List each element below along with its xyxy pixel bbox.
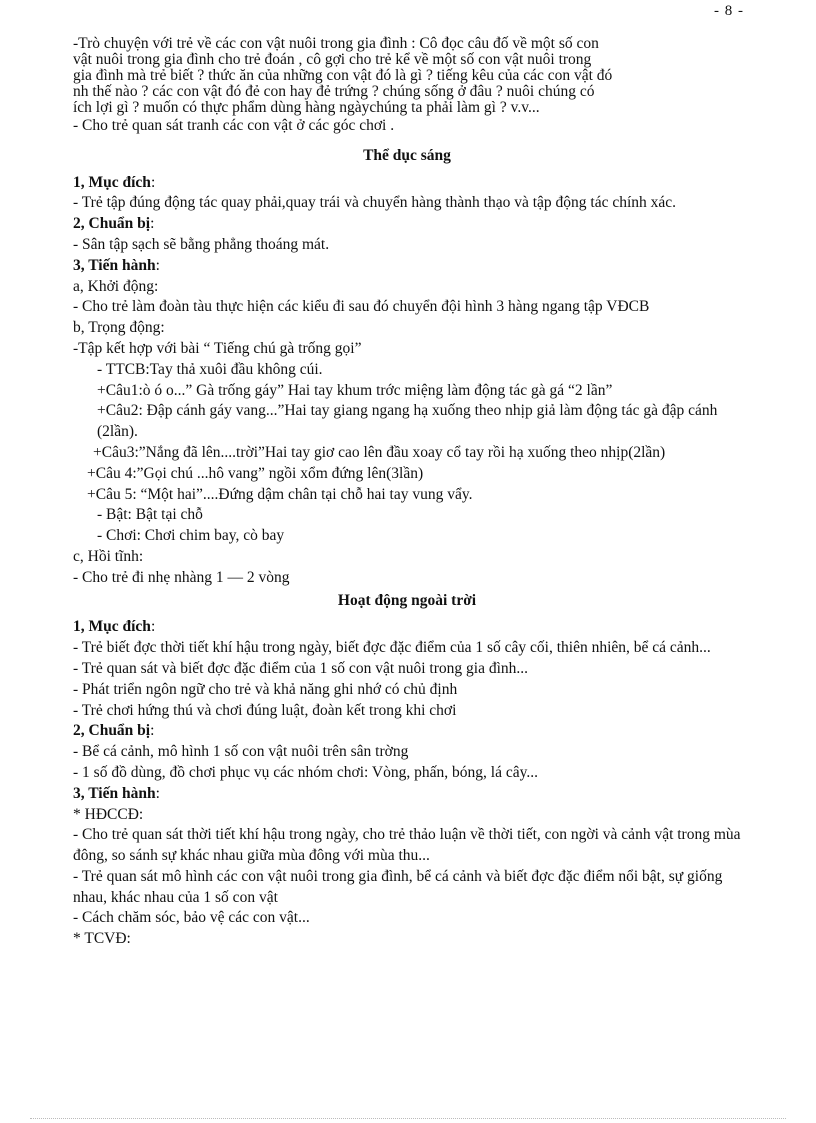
paragraph: - Trẻ biết đợc thời tiết khí hậu trong ngày, biết đợc đặc điểm của 1 số cây cối, thiên nhiên, bể cá cảnh...: [73, 639, 711, 657]
text-line: vật nuôi trong gia đình cho trẻ đoán , cô gợi cho trẻ kể về một số con vật nuôi trong: [73, 51, 592, 68]
text-line: gia đình mà trẻ biết ? thức ăn của những con vật đó là gì ? tiếng kêu của các con vật đó: [73, 67, 613, 84]
sub-heading: b, Trọng động:: [73, 319, 165, 337]
list-item: +Câu2: Đập cánh gáy vang...”Hai tay giang ngang hạ xuống theo nhịp giả làm động tác gà đập cánh (2lần).: [97, 402, 718, 441]
section-heading: 3, Tiến hành: [73, 256, 156, 274]
list-item: - Bật: Bật tại chỗ: [97, 506, 203, 524]
section-heading: 1, Mục đích: [73, 173, 151, 191]
paragraph: - Cho trẻ làm đoàn tàu thực hiện các kiểu đi sau đó chuyển đội hình 3 hàng ngang tập VĐCB: [73, 298, 650, 316]
paragraph: - Cho trẻ đi nhẹ nhàng 1 — 2 vòng: [73, 568, 290, 586]
paragraph: - Bể cá cảnh, mô hình 1 số con vật nuôi trên sân trờng: [73, 743, 409, 761]
list-item: - TTCB:Tay thả xuôi đầu không cúi.: [97, 360, 323, 378]
list-item: - Chơi: Chơi chim bay, cò bay: [97, 527, 285, 545]
paragraph: - Trẻ chơi hứng thú và chơi đúng luật, đoàn kết trong khi chơi: [73, 701, 457, 719]
sub-heading: * HĐCCĐ:: [73, 805, 144, 823]
paragraph: -Tập kết hợp với bài “ Tiếng chú gà trống gọi”: [73, 339, 362, 357]
paragraph: - Trẻ tập đúng động tác quay phải,quay trái và chuyển hàng thành thạo và tập động tác chính xác.: [73, 194, 677, 212]
intro-paragraph: [73, 36, 741, 137]
sub-heading: a, Khởi động:: [73, 277, 159, 295]
sub-heading: c, Hồi tĩnh:: [73, 547, 144, 565]
section-title: Thể dục sáng: [363, 146, 451, 164]
page-bottom-divider: [30, 1118, 786, 1119]
paragraph: - 1 số đồ dùng, đồ chơi phục vụ các nhóm chơi: Vòng, phấn, bóng, lá cây...: [73, 763, 538, 781]
section-heading: 1, Mục đích: [73, 618, 151, 636]
section-heading: 2, Chuẩn bị: [73, 722, 151, 740]
sub-heading: * TCVĐ:: [73, 930, 131, 948]
text-line: - Cho trẻ quan sát tranh các con vật ở các góc chơi .: [73, 117, 395, 134]
list-item: +Câu 4:”Gọi chú ...hô vang” ngồi xổm đứng lên(3lần): [87, 464, 424, 482]
paragraph: - Cho trẻ quan sát thời tiết khí hậu trong ngày, cho trẻ thảo luận về thời tiết, con ngời và cảnh vật trong mùa đông, so sánh sự khác nhau giữa mùa đông với mùa thu...: [73, 826, 741, 865]
paragraph: - Trẻ quan sát mô hình các con vật nuôi trong gia đình, bể cá cảnh và biết đợc đặc điểm nổi bật, sự giống nhau, khác nhau của 1 số con vật: [73, 867, 723, 906]
text-line: nh thế nào ? các con vật đó đẻ con hay đẻ trứng ? chúng sống ở đâu ? nuôi chúng có: [73, 83, 595, 100]
section-heading: 3, Tiến hành: [73, 784, 156, 802]
page-number: - 8 -: [714, 3, 744, 19]
text-line: -Trò chuyện với trẻ về các con vật nuôi trong gia đình : Cô đọc câu đố về một số con: [73, 35, 599, 52]
paragraph: - Trẻ quan sát và biết đợc đặc điểm của 1 số con vật nuôi trong gia đình...: [73, 659, 529, 677]
section-heading: 2, Chuẩn bị: [73, 215, 151, 233]
list-item: +Câu 5: “Một hai”....Đứng dậm chân tại chỗ hai tay vung vẩy.: [87, 485, 473, 503]
section-title: Hoạt động ngoài trời: [337, 591, 477, 609]
list-item: +Câu1:ò ó o...” Gà trống gáy” Hai tay khum trớc miệng làm động tác gà gá “2 lần”: [97, 381, 613, 399]
paragraph: - Cách chăm sóc, bảo vệ các con vật...: [73, 909, 310, 927]
text-line: ích lợi gì ? muốn có thực phẩm dùng hàng ngàychúng ta phải làm gì ? v.v...: [73, 99, 540, 116]
document-body: -Trò chuyện với trẻ về các con vật nuôi trong gia đình : Cô đọc câu đố về một số con vật nuôi trong gia đình cho trẻ đoán , cô gợi cho trẻ kể về một số con vật nuôi trong gia đình mà trẻ biết ? thức ăn của những con vật đó là gì ? tiếng kêu của các con vật đó nh thế nào ? các con vật đó đẻ con hay đẻ trứng ? chúng sống ở đâu ? nuôi chúng có ích lợi gì ? muốn có thực phẩm dùng hàng ngàychúng ta phải làm gì ? v.v... - Cho trẻ quan sát tranh các con vật ở các góc chơi . Thể dục sáng 1, Mục đích: - Trẻ tập đúng động tác quay phải,quay trái và chuyển hàng thành thạo và tập động tác chính xác. 2, Chuẩn bị: - Sân tập sạch sẽ bằng phẳng thoáng mát. 3, Tiến hành: a, Khởi động: - Cho trẻ làm đoàn tàu thực hiện các kiểu đi sau đó chuyển đội hình 3 hàng ngang tập VĐCB b, Trọng động: -Tập kết hợp với bài “ Tiếng chú gà trống gọi” - TTCB:Tay thả xuôi đầu không cúi. +Câu1:ò ó o...” Gà trống gáy” Hai tay khum trớc miệng làm động tác gà gá “2 lần” +Câu2: Đập cánh gáy vang...”Hai tay giang ngang hạ xuống theo nhịp giả làm động tác gà đập cánh (2lần). +Câu3:”Nắng đã lên....trời”Hai tay giơ cao lên đầu xoay cổ tay rồi hạ xuống theo nhịp(2lần) +Câu 4:”Gọi chú ...hô vang” ngồi xổm đứng lên(3lần) +Câu 5: “Một hai”....Đứng dậm chân tại chỗ hai tay vung vẩy. - Bật: Bật tại chỗ - Chơi: Chơi chim bay, cò bay c, Hồi tĩnh: - Cho trẻ đi nhẹ nhàng 1 — 2 vòng Hoạt động ngoài trời 1, Mục đích: - Trẻ biết đợc thời tiết khí hậu trong ngày, biết đợc đặc điểm của 1 số cây cối, thiên nhiên, bể cá cảnh... - Trẻ quan sát và biết đợc đặc điểm của 1 số con vật nuôi trong gia đình... - Phát triển ngôn ngữ cho trẻ và khả năng ghi nhớ có chủ định - Trẻ chơi hứng thú và chơi đúng luật, đoàn kết trong khi chơi 2, Chuẩn bị: - Bể cá cảnh, mô hình 1 số con vật nuôi trên sân trờng - 1 số đồ dùng, đồ chơi phục vụ các nhóm chơi: Vòng, phấn, bóng, lá cây... 3, Tiến hành: * HĐCCĐ: - Cho trẻ quan sát thời tiết khí hậu trong ngày, cho trẻ thảo luận về thời tiết, con ngời và cảnh vật trong mùa đông, so sánh sự khác nhau giữa mùa đông với mùa thu... - Trẻ quan sát mô hình các con vật nuôi trong gia đình, bể cá cảnh và biết đợc đặc điểm nổi bật, sự giống nhau, khác nhau của 1 số con vật - Cách chăm sóc, bảo vệ các con vật... * TCVĐ:: [73, 36, 741, 950]
list-item: +Câu3:”Nắng đã lên....trời”Hai tay giơ cao lên đầu xoay cổ tay rồi hạ xuống theo nhịp(2lần): [93, 443, 666, 461]
paragraph: - Sân tập sạch sẽ bằng phẳng thoáng mát.: [73, 235, 330, 253]
paragraph: - Phát triển ngôn ngữ cho trẻ và khả năng ghi nhớ có chủ định: [73, 680, 458, 698]
